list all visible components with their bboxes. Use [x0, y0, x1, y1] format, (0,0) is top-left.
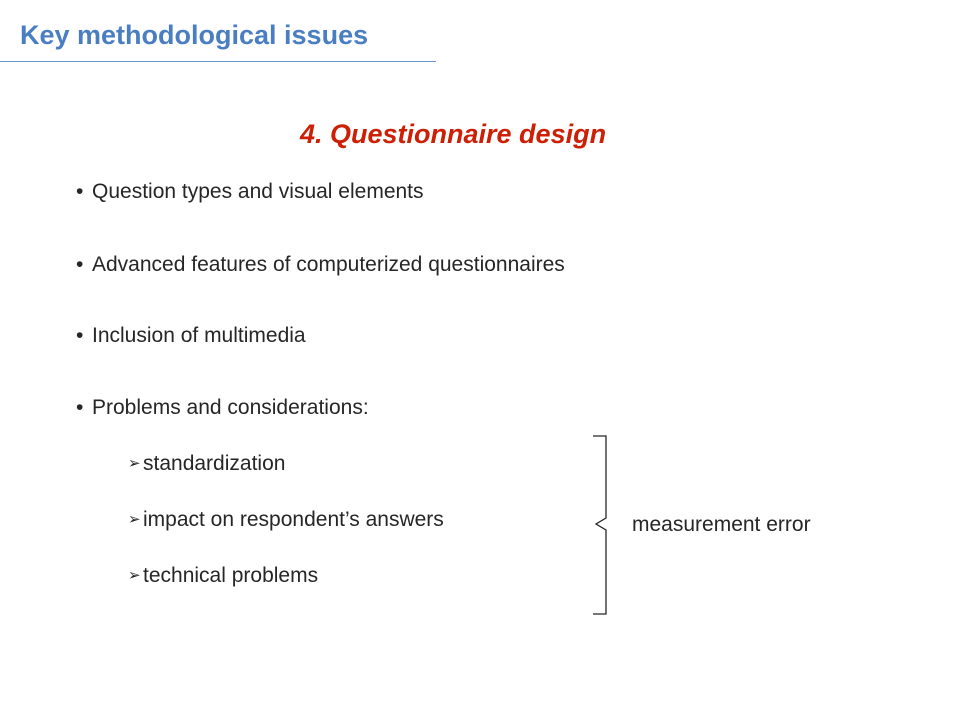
sub-bullet-item	[128, 452, 285, 476]
sub-bullet-item	[128, 564, 318, 588]
arrow-bullet-icon: ➢	[128, 511, 141, 528]
bullet-dot-icon: •	[76, 253, 84, 276]
slide-title: Key methodological issues	[20, 20, 369, 50]
curly-bracket-icon	[590, 434, 620, 616]
sub-bullet-label: technical problems	[143, 564, 319, 587]
bullet-label: Question types and visual elements	[92, 180, 424, 203]
bullet-item	[76, 180, 424, 204]
section-heading: 4. Questionnaire design	[300, 119, 607, 149]
bullet-dot-icon: •	[76, 180, 84, 203]
sub-bullet-item	[128, 508, 444, 532]
bullet-dot-icon: •	[76, 324, 84, 347]
bracket-label: measurement error	[632, 513, 811, 536]
sub-bullet-label: impact on respondent’s answers	[143, 508, 444, 531]
bullet-item	[76, 324, 306, 348]
bullet-label: Problems and considerations:	[92, 396, 369, 419]
bullet-label: Advanced features of computerized questionnaires	[92, 253, 565, 276]
arrow-bullet-icon: ➢	[128, 567, 141, 584]
bullet-label: Inclusion of multimedia	[92, 324, 306, 347]
title-underline	[0, 61, 436, 62]
sub-bullet-label: standardization	[143, 452, 286, 475]
bullet-item	[76, 396, 369, 420]
arrow-bullet-icon: ➢	[128, 455, 141, 472]
bullet-item	[76, 253, 565, 277]
bullet-dot-icon: •	[76, 396, 84, 419]
